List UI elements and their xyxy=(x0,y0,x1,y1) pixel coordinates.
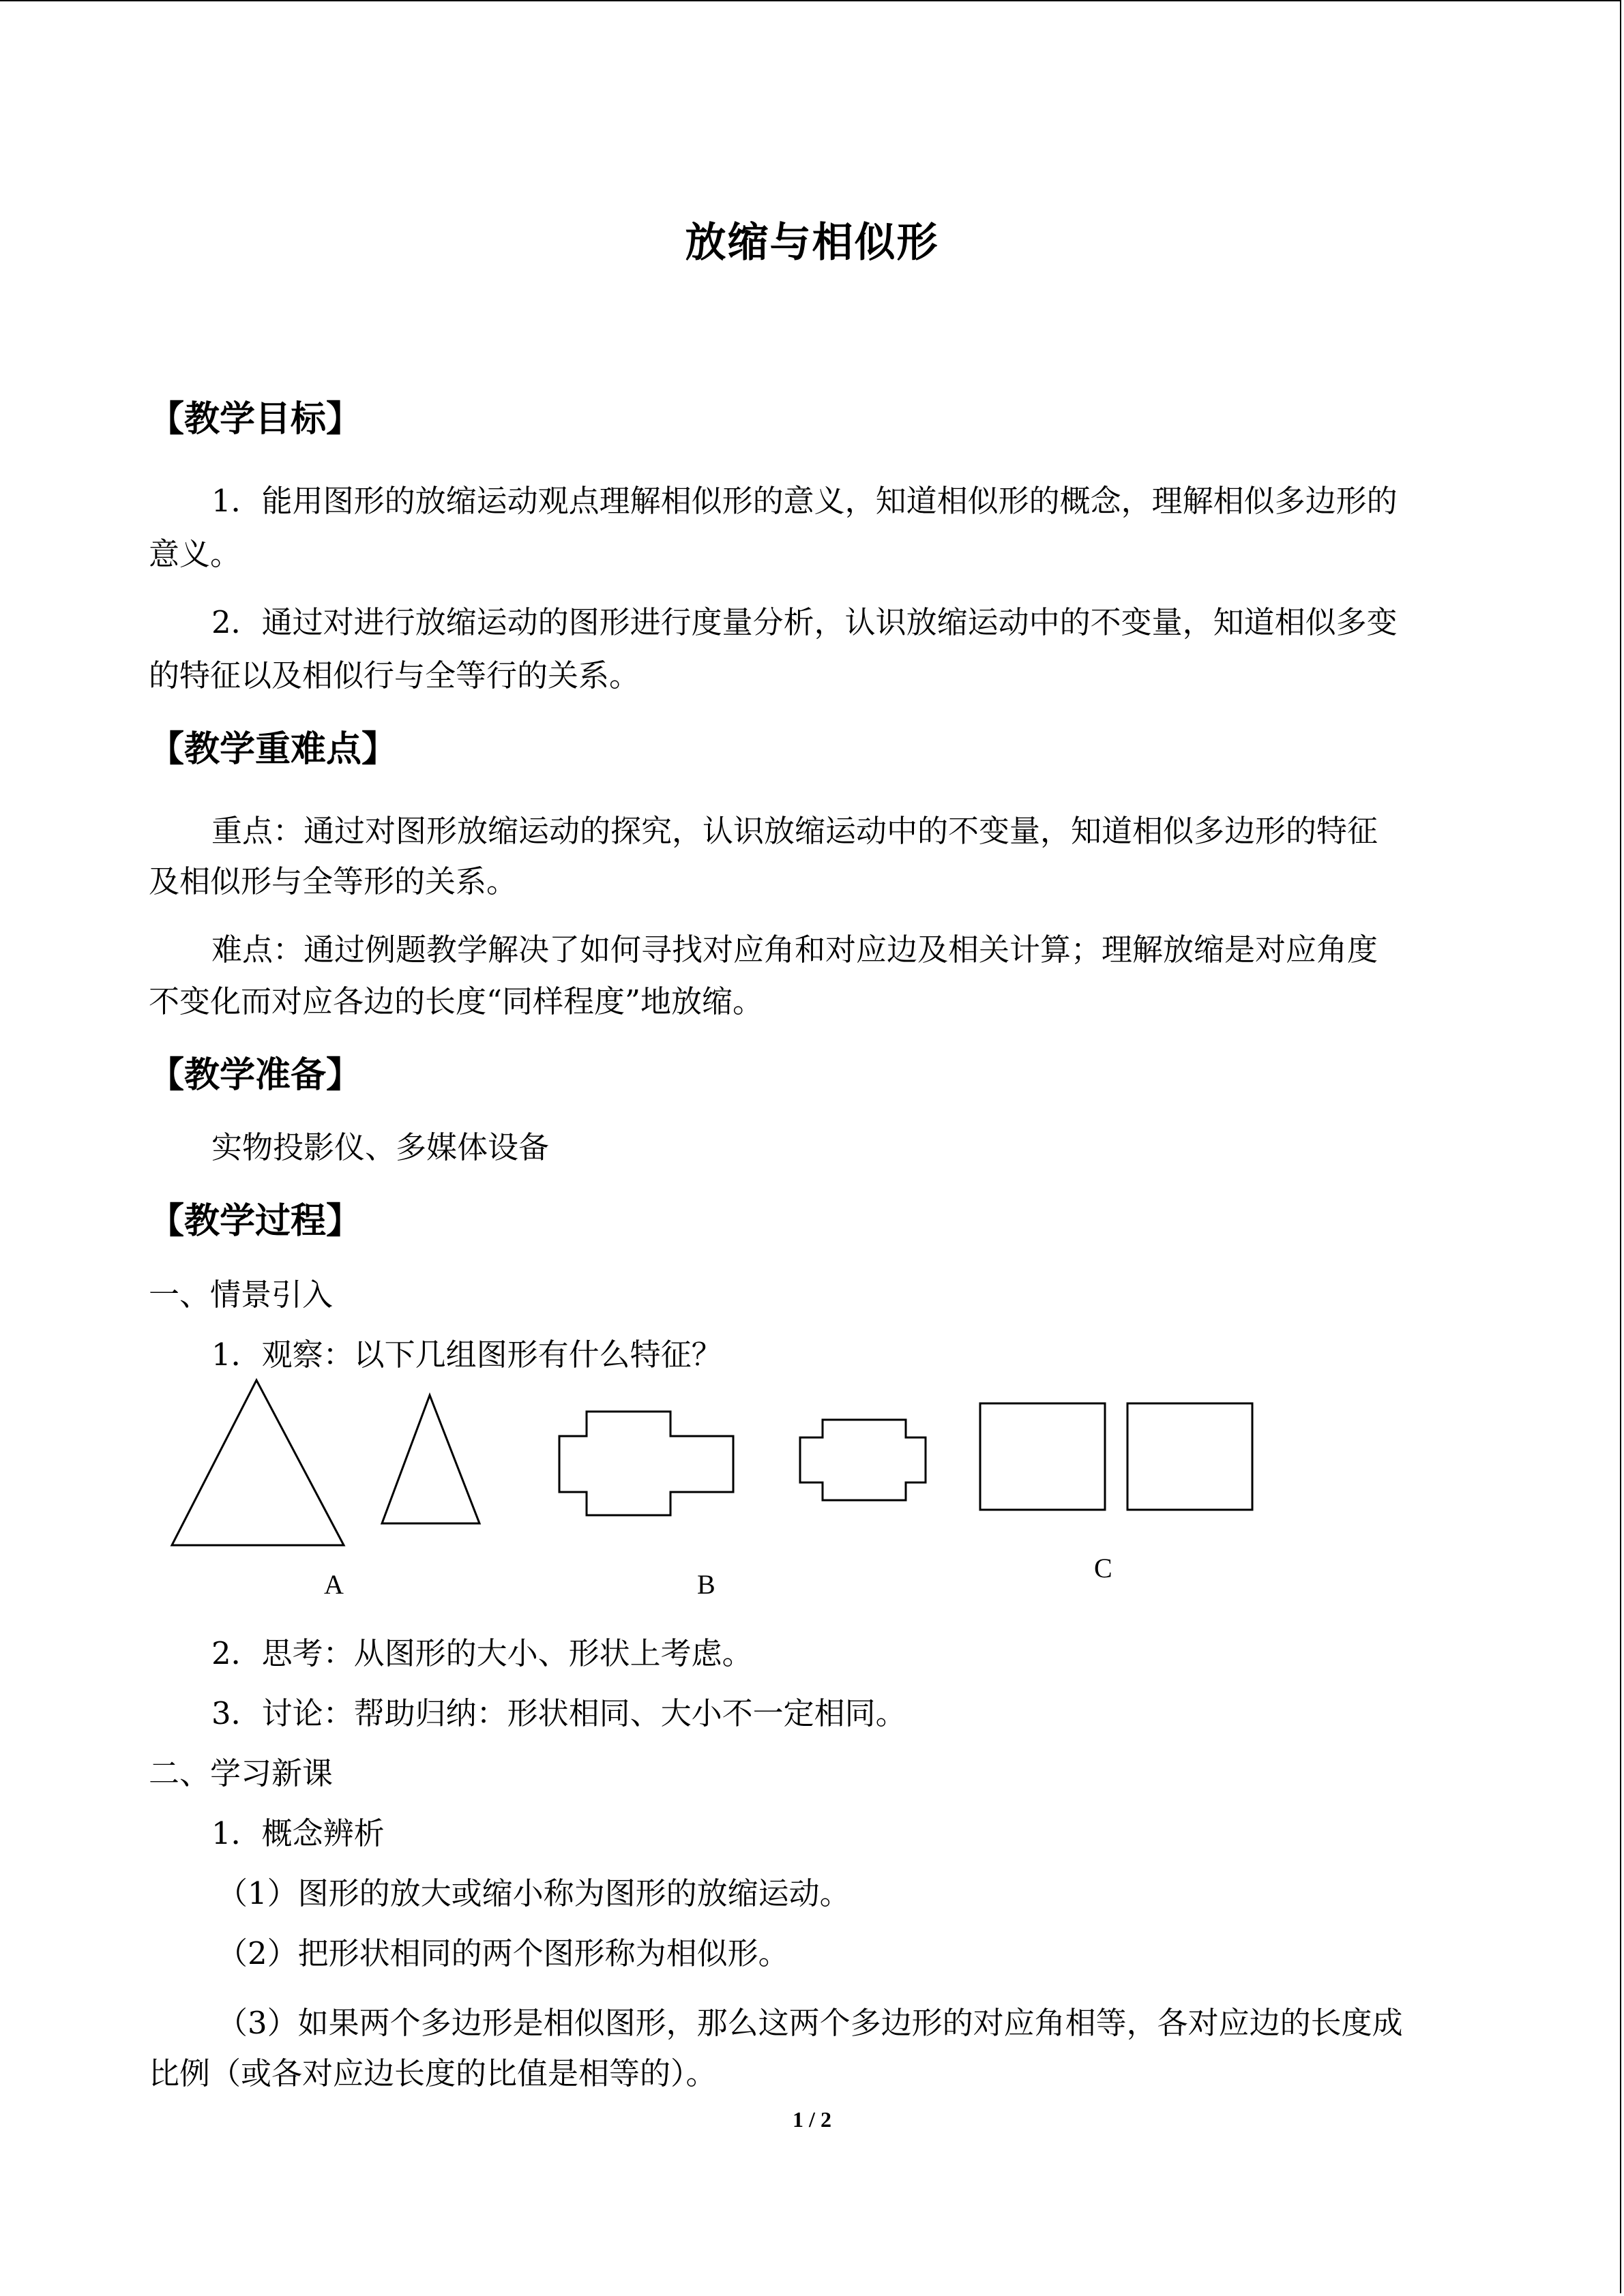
difficulty-text: 难点：通过例题教学解决了如何寻找对应角和对应边及相关计算；理解放缩是对应角度 xyxy=(211,931,1378,968)
definition-1: （1）图形的放大或缩小称为图形的放缩运动。 xyxy=(217,1875,851,1911)
heading-process: 【教学过程】 xyxy=(149,1200,362,1242)
focus-line-2: 及相似形与全等形的关系。 xyxy=(149,863,518,899)
definition-3-text: （3）如果两个多边形是相似图形，那么这两个多边形的对应角相等，各对应边的长度成 xyxy=(217,2005,1403,2041)
page-number: 1 / 2 xyxy=(793,2107,831,2132)
objective-2-text: 2．通过对进行放缩运动的图形进行度量分析，认识放缩运动中的不变量，知道相似多变 xyxy=(211,604,1398,640)
document-title: 放缩与相似形 xyxy=(685,219,939,267)
figure-label-c: C xyxy=(1094,1553,1112,1583)
heading-key-points: 【教学重难点】 xyxy=(149,728,398,770)
square-right xyxy=(1127,1403,1252,1510)
definition-2: （2）把形状相同的两个图形称为相似形。 xyxy=(217,1935,789,1971)
preparation-text: 实物投影仪、多媒体设备 xyxy=(211,1129,550,1165)
part1-title: 一、情景引入 xyxy=(149,1277,334,1313)
small-cross-shape xyxy=(800,1420,926,1500)
concept-heading: 1．概念辨析 xyxy=(211,1815,385,1851)
objective-1-line-2: 意义。 xyxy=(149,536,241,572)
difficulty-line-2: 不变化而对应各边的长度“同样程度”地放缩。 xyxy=(149,983,764,1019)
definition-3-line-1 xyxy=(217,1998,1473,2042)
objective-1-text: 1．能用图形的放缩运动观点理解相似形的意义，知道相似形的概念，理解相似多边形的 xyxy=(211,483,1398,519)
heading-preparation: 【教学准备】 xyxy=(149,1054,362,1096)
definition-3-line-2: 比例（或各对应边长度的比值是相等的）。 xyxy=(149,2055,717,2091)
focus-text: 重点：通过对图形放缩运动的探究，认识放缩运动中的不变量，知道相似多边形的特征 xyxy=(211,813,1378,849)
observe-question: 1．观察：以下几组图形有什么特征？ xyxy=(211,1337,722,1373)
small-triangle xyxy=(382,1395,479,1523)
part2-title: 二、学习新课 xyxy=(149,1755,334,1791)
think-prompt: 2．思考：从图形的大小、形状上考虑。 xyxy=(211,1635,753,1671)
large-triangle xyxy=(172,1380,344,1545)
square-left xyxy=(980,1403,1105,1510)
discuss-prompt: 3．讨论：帮助归纳：形状相同、大小不一定相同。 xyxy=(211,1695,906,1731)
figure-label-b: B xyxy=(697,1569,715,1600)
heading-objectives: 【教学目标】 xyxy=(149,398,362,440)
objective-2-line-2: 的特征以及相似行与全等行的关系。 xyxy=(149,657,640,694)
figure-label-a: A xyxy=(324,1569,344,1600)
large-cross-shape xyxy=(559,1412,733,1515)
